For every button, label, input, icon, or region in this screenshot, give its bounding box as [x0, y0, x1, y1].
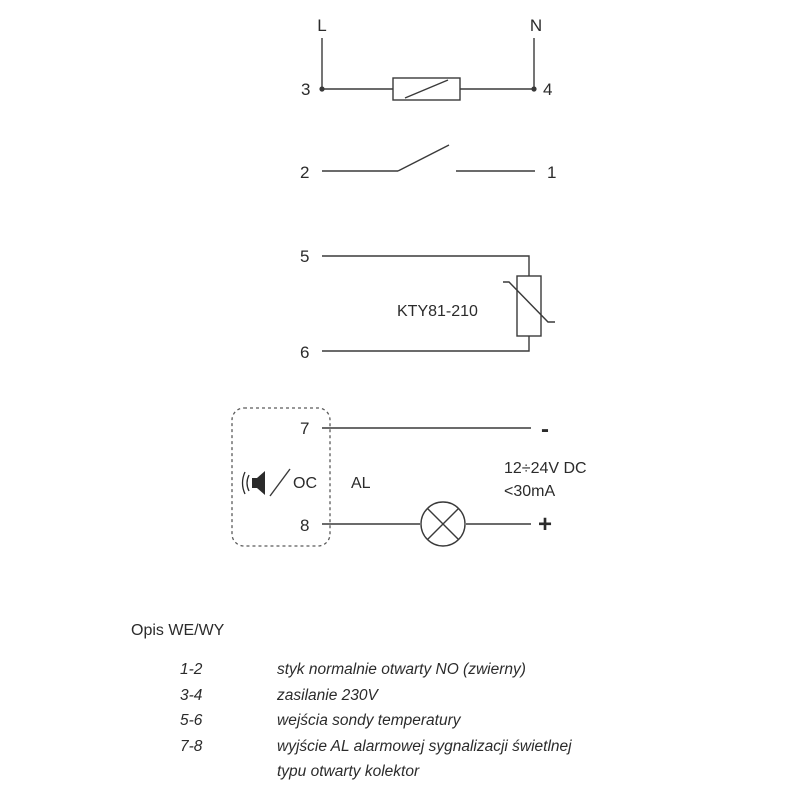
legend-heading: Opis WE/WY	[131, 622, 225, 639]
terminal-7: 7	[300, 419, 310, 438]
minus-sign: -	[541, 416, 549, 443]
legend-code	[180, 759, 277, 785]
legend-code: 5-6	[180, 712, 203, 729]
legend-row	[180, 683, 572, 709]
plus-sign: +	[538, 511, 553, 538]
contact-blade	[398, 145, 449, 171]
probe-wire-6	[322, 336, 529, 351]
legend-text: wejścia sondy temperatury	[277, 712, 461, 729]
terminal-1: 1	[547, 163, 557, 182]
probe-wire-5	[322, 256, 529, 276]
terminal-5: 5	[300, 247, 310, 266]
legend-text: wyjście AL alarmowej sygnalizacji świetlnej	[277, 737, 572, 755]
junction-dot-4	[531, 86, 536, 91]
supply-voltage-label: 12÷24V DC	[504, 460, 587, 477]
terminal-2: 2	[300, 163, 310, 182]
junction-dot-3	[319, 86, 324, 91]
power-coil-circuit	[301, 38, 552, 100]
lamp-icon	[421, 502, 465, 546]
alarm-label: AL	[351, 475, 371, 492]
legend-text: typu otwarty kolektor	[277, 763, 420, 780]
coil-diagonal	[405, 80, 448, 98]
open-collector-slash	[270, 469, 290, 496]
legend-row	[180, 657, 572, 683]
legend-text: zasilanie 230V	[277, 686, 378, 704]
legend-row	[180, 734, 572, 760]
legend-code: 3-4	[180, 686, 203, 704]
terminal-3: 3	[301, 80, 311, 99]
label-neutral: N	[529, 16, 543, 35]
legend-code: 1-2	[180, 661, 203, 678]
thermistor-slash	[503, 282, 555, 322]
legend-list	[180, 657, 572, 785]
sensor-label: KTY81-210	[397, 303, 478, 320]
legend-code: 7-8	[180, 737, 203, 755]
speaker-icon	[243, 471, 266, 495]
temperature-probe-circuit	[300, 247, 555, 362]
terminal-6: 6	[300, 343, 310, 362]
legend-row	[180, 759, 572, 785]
terminal-4: 4	[543, 80, 553, 99]
label-live: L	[317, 16, 327, 35]
terminal-8: 8	[300, 516, 310, 535]
alarm-output-circuit	[232, 408, 587, 546]
legend-row	[180, 708, 572, 734]
legend-text: styk normalnie otwarty NO (zwierny)	[277, 661, 526, 678]
supply-current-label: <30mA	[504, 483, 556, 500]
relay-contact-circuit	[300, 145, 556, 182]
output-block-label: OC	[293, 475, 317, 492]
thermistor-symbol	[517, 276, 541, 336]
